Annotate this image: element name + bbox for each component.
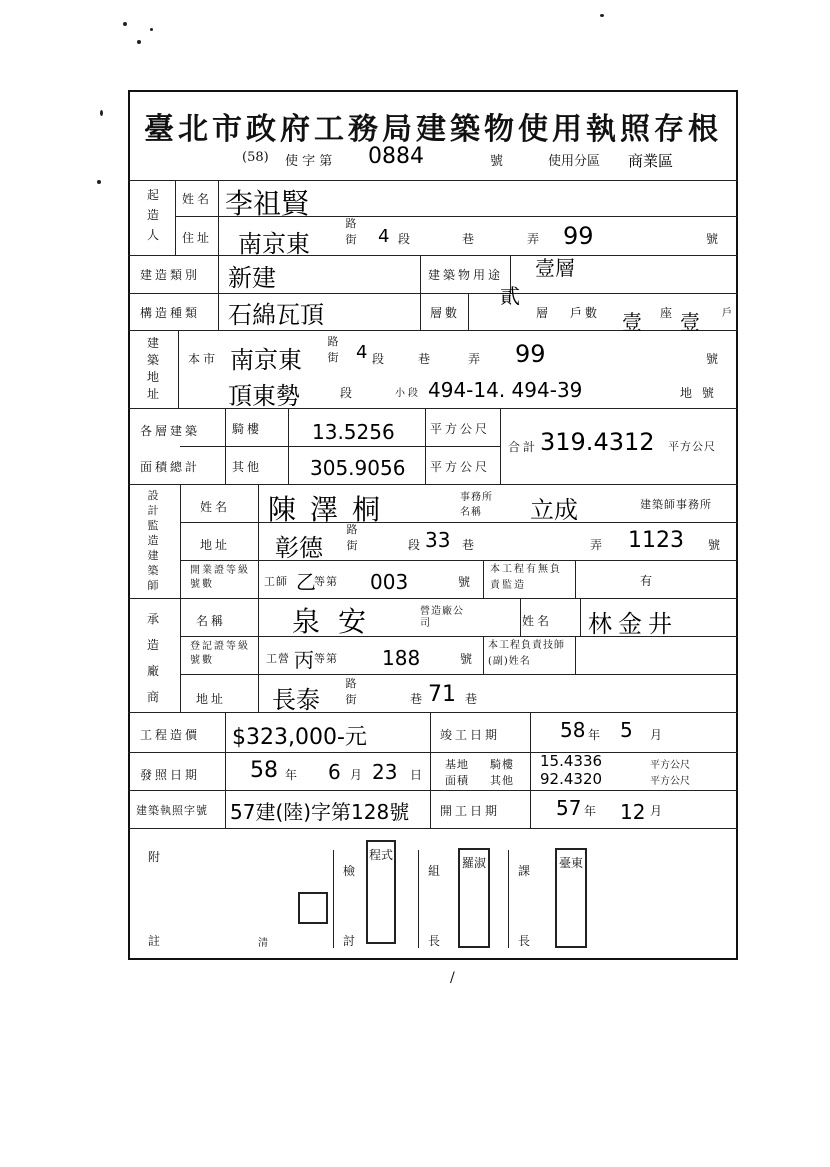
designer-supervise-label: 本工程有無負責監造	[490, 564, 562, 591]
notes-zu: 組	[428, 864, 444, 878]
designer-lane-number: 33	[425, 528, 451, 552]
seat-value: 壹	[680, 310, 700, 334]
other-area: 305.9056	[310, 456, 406, 480]
contractor-tech-label: 本工程負責技師(副)姓名	[488, 640, 565, 667]
complete-month: 5	[620, 718, 633, 742]
notes-tao: 討	[343, 934, 359, 948]
lot-numbers: 494-14. 494-39	[428, 378, 583, 402]
contractor-name-label: 名稱	[196, 614, 227, 628]
contractor-lane-label: 巷	[410, 692, 426, 706]
applicant-name-value: 李祖賢	[225, 187, 310, 220]
contractor-reg-class: 丙	[294, 648, 314, 672]
complete-year: 58	[560, 718, 586, 742]
contractor-reg-label: 登記證等級號數	[190, 641, 250, 666]
designer-office-suffix: 建築師事務所	[640, 498, 712, 511]
approval-stamp-c: 臺東	[555, 848, 587, 948]
seat-label: 座	[660, 306, 676, 320]
arcade-area: 13.5256	[312, 420, 395, 444]
total-label: 合計	[508, 440, 539, 454]
designer-office-value: 立成	[530, 496, 578, 524]
cost-label: 工程造價	[140, 728, 201, 742]
cost-value: $323,000-元	[232, 725, 367, 750]
designer-road-label: 路街	[346, 523, 358, 552]
applicant-name-label: 姓名	[182, 192, 213, 206]
issue-month: 6	[328, 760, 341, 784]
notes-jian: 檢	[343, 864, 359, 878]
start-label: 開工日期	[440, 804, 501, 818]
applicant-alley-label: 弄	[527, 232, 543, 246]
contractor-alley-label: 巷	[465, 692, 481, 706]
applicant-section-label: 起造人	[146, 188, 159, 242]
seal-stamp-small	[298, 892, 328, 924]
households-label: 戶數	[570, 306, 601, 320]
base-other-unit: 平方公尺	[650, 776, 690, 787]
license-prefix: 使 字 第	[285, 154, 333, 169]
contractor-person-label: 姓名	[522, 614, 553, 628]
applicant-section-unit: 段	[398, 232, 414, 246]
designer-name-value: 陳澤桐	[268, 493, 395, 526]
land-section-label: 段	[340, 386, 356, 400]
site-city-label: 本市	[188, 352, 219, 366]
contractor-person-value: 林金井	[588, 610, 678, 638]
site-number: 99	[515, 340, 546, 368]
start-year-unit: 年	[584, 804, 600, 818]
other-unit: 平方公尺	[430, 460, 491, 474]
designer-alley-label: 弄	[590, 538, 606, 552]
designer-cert-mid: 等第	[314, 575, 338, 588]
license-hao: 號	[490, 154, 504, 169]
license-year: (58)	[242, 150, 269, 165]
total-unit: 平方公尺	[668, 440, 716, 453]
designer-cert-class: 乙	[296, 570, 316, 594]
designer-cert-label: 開業證等級號數	[190, 565, 250, 590]
applicant-number-label: 號	[706, 232, 722, 246]
floors-value: 貳	[500, 284, 520, 308]
households-value: 壹	[622, 310, 642, 334]
approval-stamp-b: 羅淑	[458, 848, 490, 948]
designer-section-label: 設計監造建築師	[147, 489, 159, 592]
designer-number-label: 號	[708, 538, 724, 552]
contractor-address-label: 地址	[196, 692, 227, 706]
contractor-road-label: 路街	[345, 677, 357, 706]
start-year: 57	[556, 796, 582, 820]
complete-label: 竣工日期	[440, 728, 501, 742]
issue-day: 23	[372, 760, 398, 784]
site-number-label: 號	[706, 352, 722, 366]
area-label-bottom: 面積總計	[140, 460, 201, 474]
permit-value: 57建(陸)字第128號	[230, 800, 410, 824]
base-label-top: 基地	[445, 758, 469, 771]
site-alley-label: 弄	[468, 352, 484, 366]
site-road: 南京東	[230, 346, 302, 374]
designer-cert-hao: 號	[458, 575, 474, 589]
designer-section-label-unit: 段	[408, 538, 424, 552]
contractor-reg-mid: 等第	[314, 652, 338, 665]
form-title: 臺北市政府工務局建築物使用執照存根	[144, 112, 722, 147]
issue-year-unit: 年	[285, 768, 301, 782]
contractor-address-road: 長泰	[272, 686, 320, 714]
complete-year-unit: 年	[588, 728, 604, 742]
start-month-unit: 月	[650, 804, 666, 818]
base-other-area: 92.4320	[540, 770, 603, 788]
applicant-address-section: 4	[378, 226, 390, 247]
base-arcade-unit: 平方公尺	[650, 760, 690, 771]
site-section-number: 4	[356, 342, 368, 363]
site-section-label: 建築地址	[146, 336, 159, 401]
contractor-name-value: 泉安	[292, 605, 385, 638]
applicant-address-label: 住址	[182, 231, 213, 245]
designer-supervise-value: 有	[640, 574, 656, 588]
designer-office-label: 事務所名稱	[460, 492, 493, 518]
base-other-label: 其他	[490, 774, 514, 787]
designer-address-label: 地址	[200, 538, 231, 552]
start-month: 12	[620, 800, 646, 824]
zone-label: 使用分區	[548, 154, 601, 169]
floor-suffix: 層	[536, 306, 552, 320]
notes-zhu: 註	[148, 934, 164, 948]
base-arcade-label: 騎樓	[490, 758, 514, 771]
zone-value: 商業區	[628, 152, 674, 170]
applicant-address-road: 南京東	[238, 230, 310, 258]
area-label-top: 各層建築	[140, 424, 201, 438]
issue-day-unit: 日	[410, 768, 426, 782]
applicant-road-label: 路街	[345, 217, 357, 246]
base-arcade-area: 15.4336	[540, 752, 603, 770]
contractor-reg-hao: 號	[460, 652, 476, 666]
designer-address-number: 1123	[628, 528, 684, 553]
designer-cert-prefix: 工師	[264, 575, 288, 588]
site-lane-label: 巷	[418, 352, 434, 366]
complete-month-unit: 月	[650, 728, 666, 742]
applicant-lane-label: 巷	[462, 232, 478, 246]
building-type-value: 新建	[228, 264, 276, 292]
issue-month-unit: 月	[350, 768, 366, 782]
lot-label: 地 號	[680, 386, 717, 400]
designer-cert-number: 003	[370, 570, 409, 594]
contractor-type-label: 營造廠公司	[420, 606, 464, 629]
notes-zhang: 長	[428, 934, 444, 948]
site-road-label: 路街	[327, 335, 339, 364]
approval-stamp-a: 程式	[366, 840, 396, 944]
structure-label: 構造種類	[140, 306, 201, 320]
form-frame	[128, 90, 738, 960]
issue-label: 發照日期	[140, 768, 201, 782]
small-section-label: 小段	[395, 388, 421, 399]
base-label-bottom: 面積	[445, 774, 469, 787]
land-section-name: 頂東勢	[228, 382, 300, 410]
arcade-label: 騎樓	[232, 422, 263, 436]
notes-ke: 課	[518, 864, 534, 878]
notes-zhang2: 長	[518, 934, 534, 948]
applicant-address-number: 99	[563, 222, 594, 250]
building-use-value: 壹層	[535, 256, 575, 280]
site-section-unit: 段	[372, 352, 388, 366]
notes-fu: 附	[148, 850, 164, 864]
designer-name-label: 姓名	[200, 500, 231, 514]
designer-address-road: 彰德	[275, 534, 323, 562]
contractor-section-label: 承造廠商	[146, 612, 159, 704]
arcade-unit: 平方公尺	[430, 422, 491, 436]
building-type-label: 建造類別	[140, 268, 201, 282]
notes-qing: 清	[258, 938, 271, 949]
issue-year: 58	[250, 758, 278, 783]
designer-lane-label: 巷	[462, 538, 478, 552]
contractor-lane-number: 71	[428, 682, 456, 707]
other-label: 其他	[232, 460, 263, 474]
structure-value: 石綿瓦頂	[228, 301, 324, 329]
contractor-reg-prefix: 工營	[266, 652, 290, 665]
footer-mark: /	[450, 970, 458, 986]
floors-label: 層數	[430, 306, 461, 320]
license-number: 0884	[368, 144, 424, 169]
building-use-label: 建築物用途	[428, 268, 504, 282]
hu-label: 戶	[722, 308, 735, 319]
contractor-reg-number: 188	[382, 646, 421, 670]
total-area: 319.4312	[540, 428, 655, 456]
permit-label: 建築執照字號	[136, 804, 208, 817]
